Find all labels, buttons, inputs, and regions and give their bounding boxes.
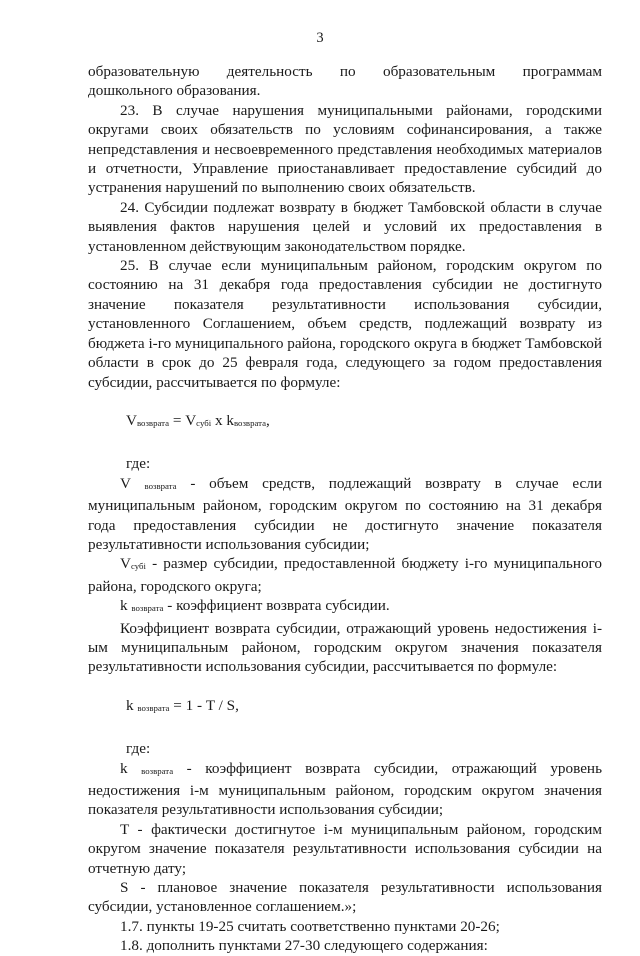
item-1-7: 1.7. пункты 19-25 считать соответственно пунктами 20-26;: [120, 917, 500, 935]
item-1-8: 1.8. дополнить пунктами 27-30 следующего содержания:: [120, 937, 488, 955]
definition-t: T - фактически достигнутое i-м муниципальным районом, городским округом значение показателя результативности использования субсидии на отчетную дату;: [88, 820, 602, 877]
where-label-2: где:: [126, 740, 151, 758]
page-number: 3: [316, 30, 324, 46]
paragraph-25: 25. В случае если муниципальным районом, городским округом по состоянию на 31 декабря года предоставления субсидии не достигнуто значение показателя результативности использования субсидии, установленного Соглашением, объем средств, подлежащий возврату из бюджета i-го муниципального района, городского округа в бюджет Тамбовской области в срок до 25 февраля года, следующего за годом предоставления субсидии, рассчитывается по формуле:: [88, 257, 602, 391]
paragraph-continuation-line2: дошкольного образования.: [88, 82, 261, 100]
formula-volume-return: $V_{возврата} = V_{субi}$ x $k_{возврата}$,: [126, 411, 270, 429]
formula-coefficient: k $_{возврата}$ = 1 - T / S,: [126, 696, 239, 714]
definition-v-return: V $_{возврата}$ - объем средств, подлежащий возврату в случае если муниципальным районом, городским округом по состоянию на 31 декабря года предоставления субсидии не достигнуто значение показателя результативности использования субсидии;: [88, 474, 602, 553]
definition-v-subsidy: $V_{субi}$ - размер субсидии, предоставленной бюджету i-го муниципального района, городского округа;: [88, 555, 602, 595]
definition-s: S - плановое значение показателя результативности использования субсидии, установленное соглашением.»;: [88, 879, 602, 916]
paragraph-continuation-line1: образовательную деятельность по образовательным программам: [88, 63, 602, 80]
document-body: [88, 62, 602, 956]
definition-k-return: k $_{возврата}$ - коэффициент возврата субсидии.: [120, 597, 390, 615]
definition-k-coefficient: k $_{возврата}$ - коэффициент возврата субсидии, отражающий уровень недостижения i-м муниципальным районом, городским округом значения показателя результативности использования субсидии;: [88, 759, 602, 819]
paragraph-24: 24. Субсидии подлежат возврату в бюджет Тамбовской области в случае выявления фактов нарушения целей и условий их предоставления в установленном действующим законодательством порядке.: [88, 198, 602, 255]
paragraph-coefficient: Коэффициент возврата субсидии, отражающий уровень недостижения i-ым муниципальным районом, городским округом значения показателя результативности использования субсидии, рассчитывается по формуле:: [88, 619, 602, 676]
where-label-1: где:: [126, 455, 151, 473]
paragraph-23: 23. В случае нарушения муниципальными районами, городскими округами своих обязательств по условиям софинансирования, а также непредставления и несвоевременного представления необходимых материалов и отчетности, Управление приостанавливает предоставление субсидий до устранения нарушений по выполнению своих обязательств.: [88, 101, 602, 197]
